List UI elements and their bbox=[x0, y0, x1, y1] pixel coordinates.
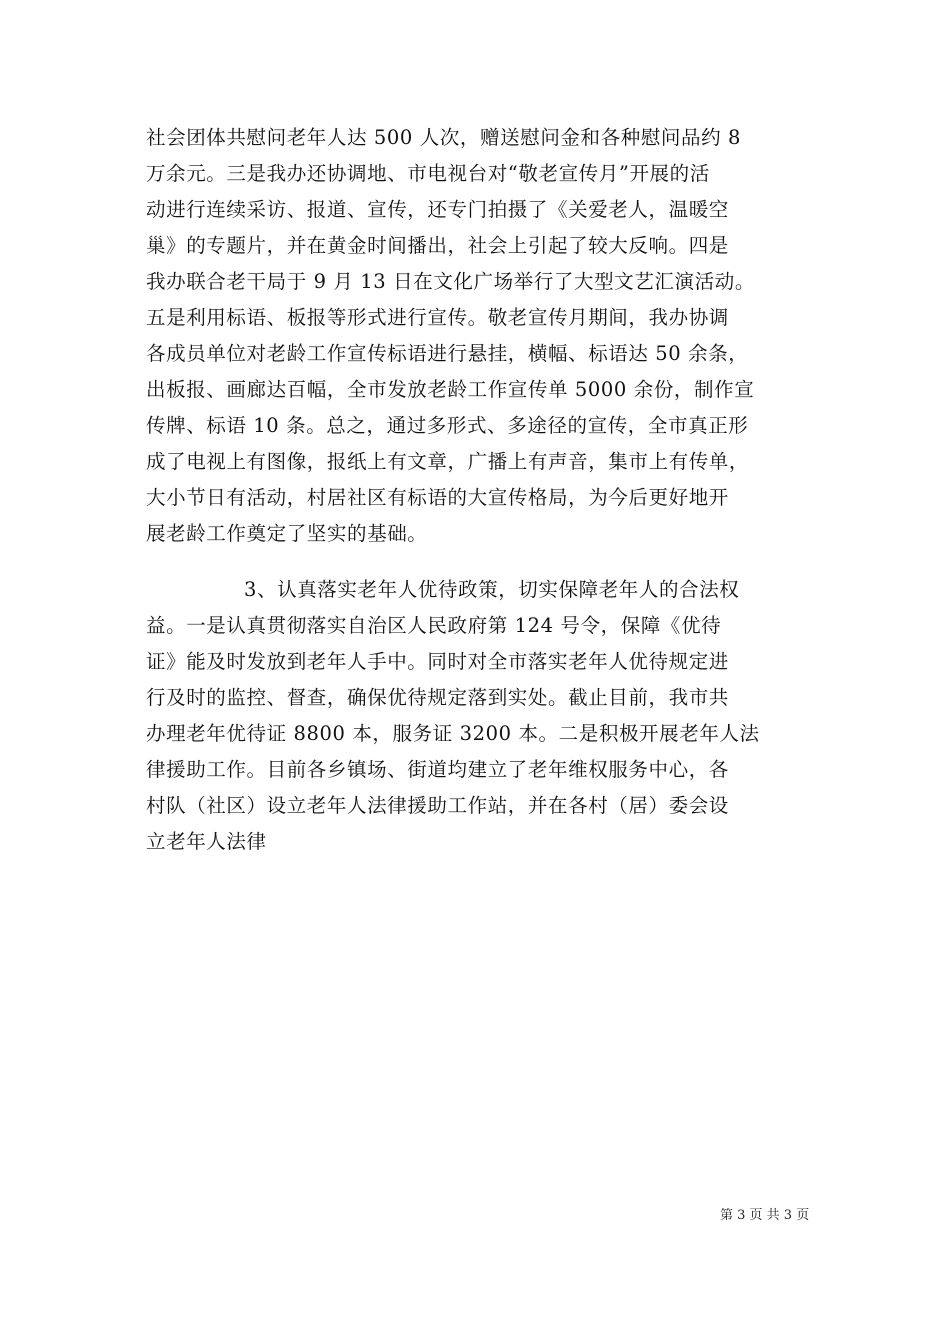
body-text-line: 动进行连续采访、报道、宣传，还专门拍摄了《关爱老人，温暖空 bbox=[146, 198, 729, 221]
body-text-line: 村队（社区）设立老年人法律援助工作站，并在各村（居）委会设 bbox=[146, 794, 729, 817]
body-text-line: 传牌、标语 10 条。总之，通过多形式、多途径的宣传，全市真正形 bbox=[146, 414, 749, 437]
body-text-line: 我办联合老干局于 9 月 13 日在文化广场举行了大型文艺汇演活动。 bbox=[146, 270, 755, 293]
body-text-line: 大小节日有活动，村居社区有标语的大宣传格局，为今后更好地开 bbox=[146, 486, 729, 509]
body-text-line: 出板报、画廊达百幅，全市发放老龄工作宣传单 5000 余份，制作宣 bbox=[146, 378, 755, 401]
body-text-line: 社会团体共慰问老年人达 500 人次，赠送慰问金和各种慰问品约 8 bbox=[146, 126, 742, 149]
body-text-line: 证》能及时发放到老年人手中。同时对全市落实老年人优待规定进 bbox=[146, 650, 729, 673]
body-text-line: 万余元。三是我办还协调地、市电视台对“敬老宣传月”开展的活 bbox=[146, 162, 710, 185]
page-number-footer: 第 3 页 共 3 页 bbox=[720, 1208, 810, 1223]
body-text-line: 律援助工作。目前各乡镇场、街道均建立了老年维权服务中心，各 bbox=[146, 758, 729, 781]
body-text-line: 成了电视上有图像，报纸上有文章，广播上有声音，集市上有传单， bbox=[146, 450, 750, 473]
body-text-line: 行及时的监控、督查，确保优待规定落到实处。截止目前，我市共 bbox=[146, 686, 729, 709]
body-text-line: 展老龄工作奠定了坚实的基础。 bbox=[146, 522, 428, 545]
section-heading-line: 3、认真落实老年人优待政策，切实保障老年人的合法权 bbox=[244, 578, 740, 601]
body-text-line: 立老年人法律 bbox=[146, 830, 267, 853]
body-text-line: 各成员单位对老龄工作宣传标语进行悬挂，横幅、标语达 50 余条， bbox=[146, 342, 749, 365]
body-text-line: 益。一是认真贯彻落实自治区人民政府第 124 号令，保障《优待 bbox=[146, 614, 722, 637]
body-text-line: 办理老年优待证 8800 本，服务证 3200 本。二是积极开展老年人法 bbox=[146, 722, 760, 745]
body-text-line: 巢》的专题片，并在黄金时间播出，社会上引起了较大反响。四是 bbox=[146, 234, 729, 257]
body-text-line: 五是利用标语、板报等形式进行宣传。敬老宣传月期间，我办协调 bbox=[146, 306, 729, 329]
